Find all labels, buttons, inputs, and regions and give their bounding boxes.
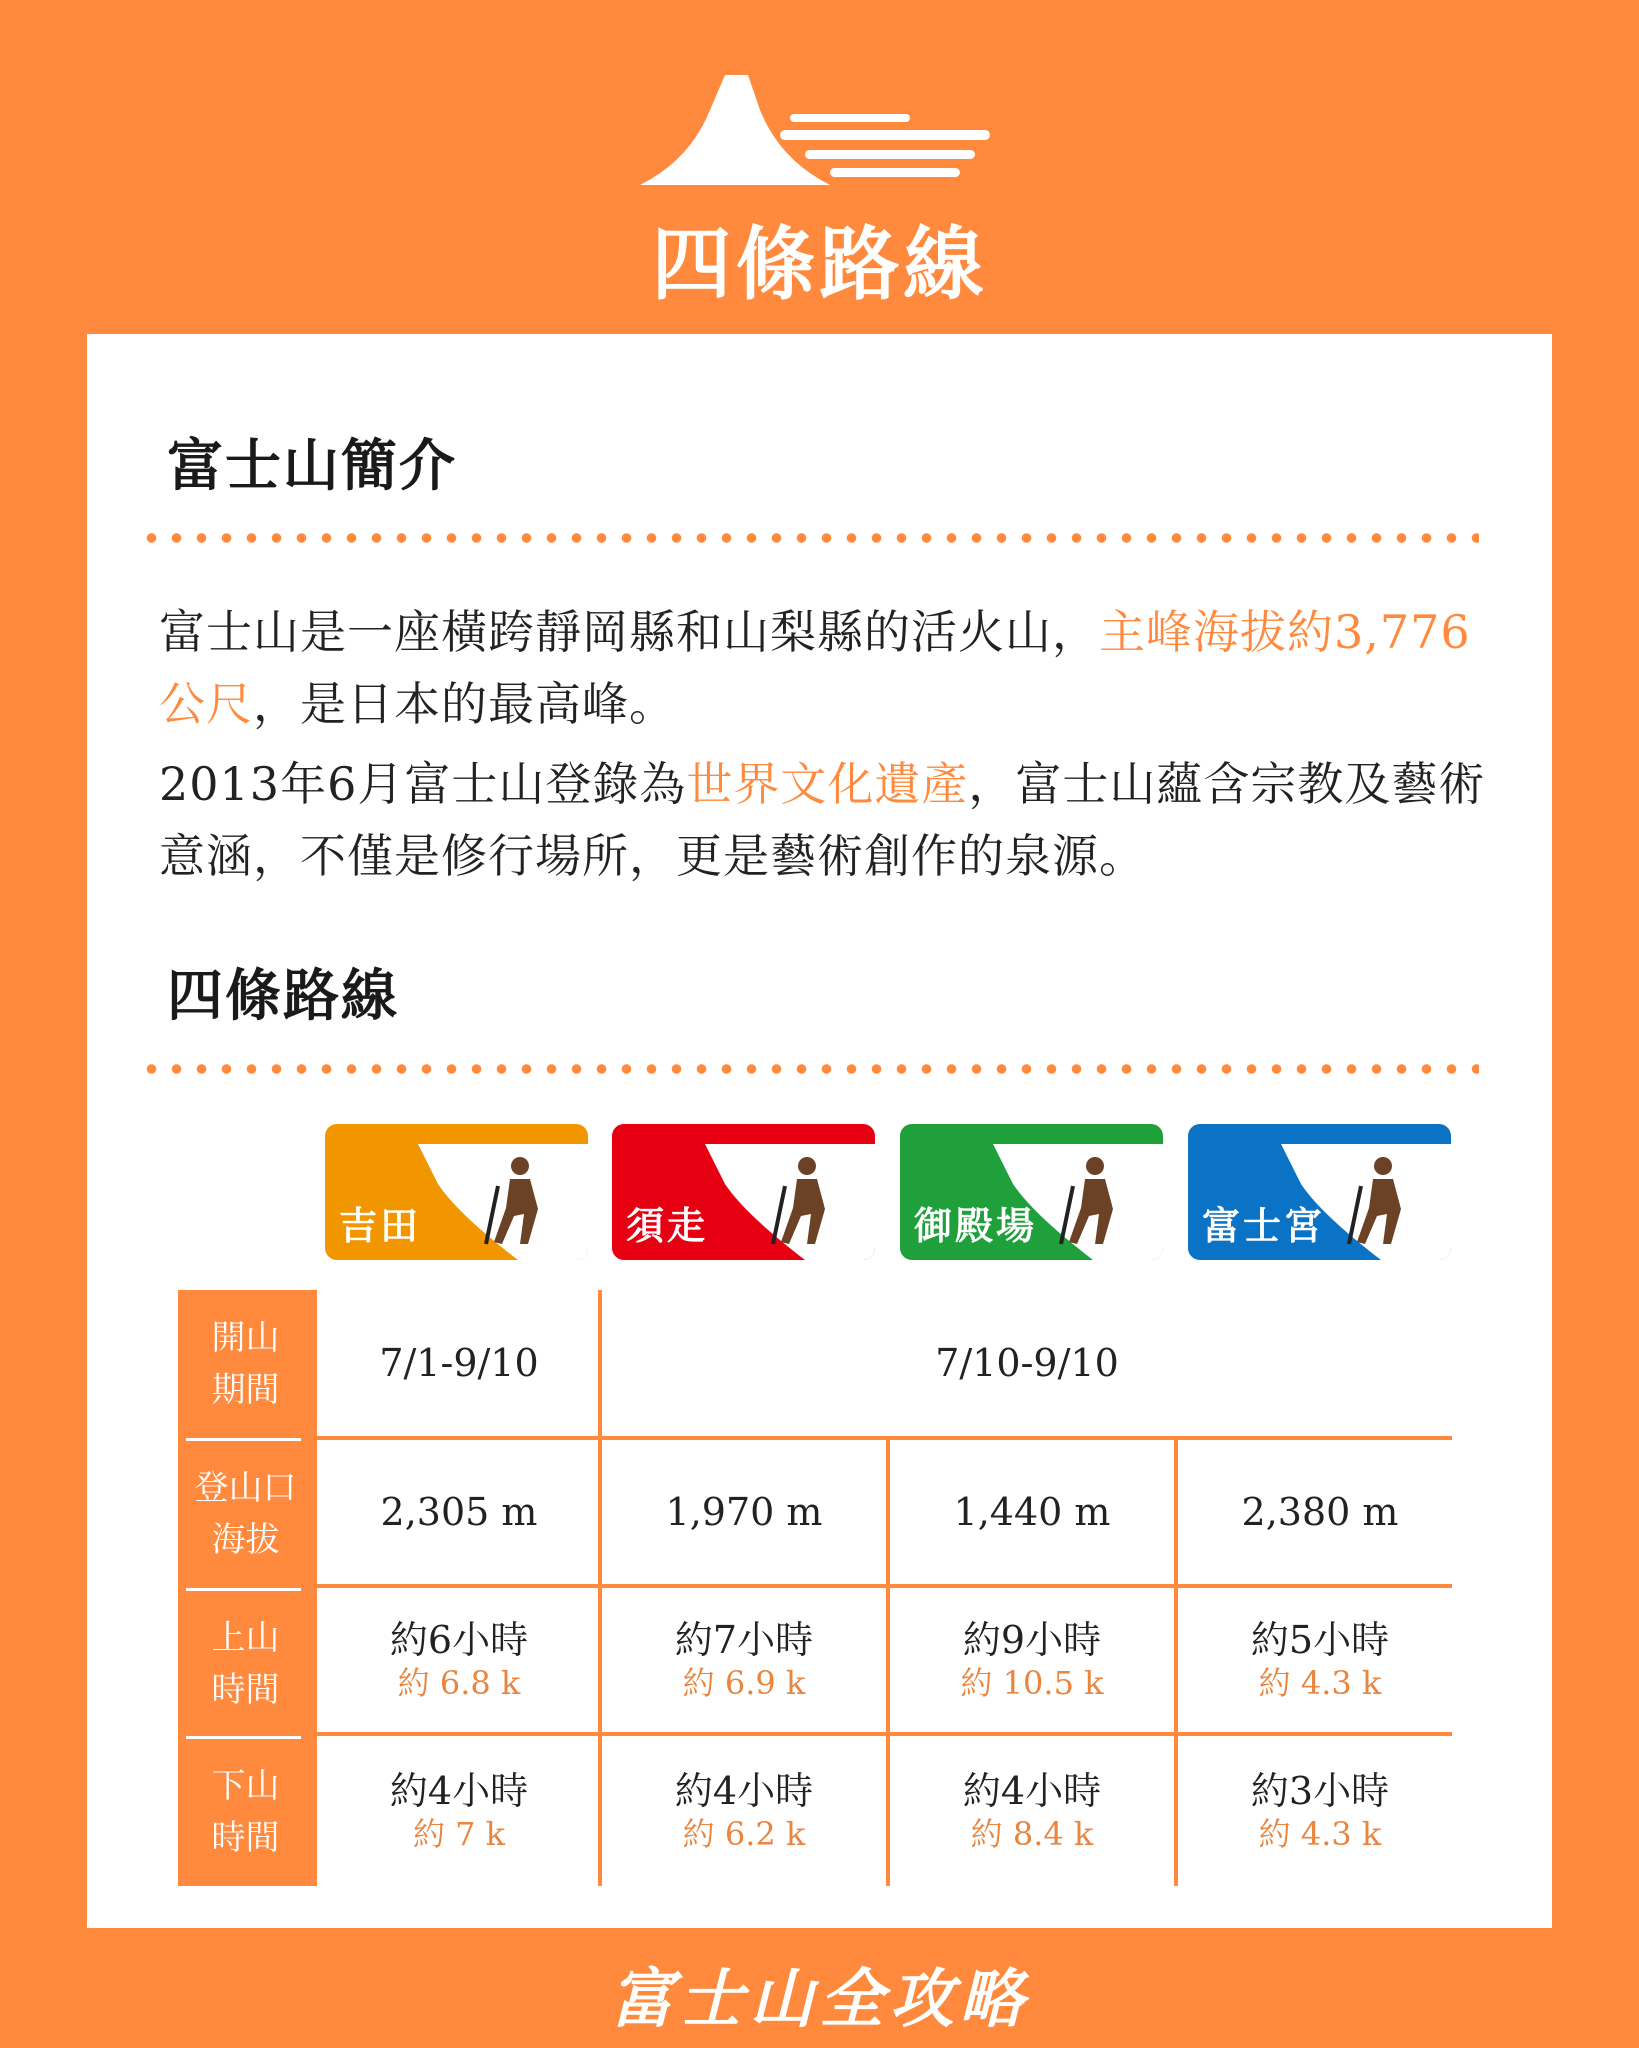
- table-cell: 約4小時 約 8.4 k: [962, 1769, 1102, 1853]
- table-cell: 約7小時 約 6.9 k: [674, 1618, 814, 1702]
- table-row-labels: [178, 1290, 313, 1886]
- table-cell: 1,970 m: [665, 1490, 823, 1534]
- table-cell: 約4小時 約 7 k: [389, 1769, 529, 1853]
- page-title: 四條路線: [651, 218, 988, 311]
- table-cell: 約6小時 約 6.8 k: [389, 1618, 529, 1702]
- hiker-icon: [685, 1124, 875, 1260]
- table-cell: 1,440 m: [953, 1490, 1111, 1534]
- label-descent-time: 下山 時間: [211, 1766, 280, 1858]
- route-name: 御殿場: [914, 1204, 1038, 1248]
- route-card-yoshida: [325, 1124, 588, 1260]
- route-card-gotemba: [900, 1124, 1163, 1260]
- mount-fuji-logo-icon: [630, 70, 1010, 190]
- table-cell: 2,305 m: [380, 1490, 538, 1534]
- route-name: 吉田: [339, 1204, 422, 1248]
- route-card-fujinomiya: [1188, 1124, 1451, 1260]
- table-cell: 約4小時 約 6.2 k: [674, 1769, 814, 1853]
- label-trailhead-altitude: 登山口 海拔: [194, 1468, 297, 1560]
- dotted-divider: [139, 533, 1479, 543]
- route-name: 富士宮: [1202, 1204, 1326, 1248]
- table-cell: 約5小時 約 4.3 k: [1250, 1618, 1390, 1702]
- route-name: 須走: [626, 1204, 709, 1248]
- routes-heading: 四條路線: [167, 964, 399, 1029]
- content-card: [87, 334, 1552, 1928]
- hiker-icon: [398, 1124, 588, 1260]
- intro-highlight-altitude: 主峰海拔約3,776公尺: [159, 605, 1471, 731]
- label-ascent-time: 上山 時間: [211, 1618, 280, 1710]
- label-open-period: 開山 期間: [211, 1318, 280, 1410]
- table-cell: 2,380 m: [1241, 1490, 1399, 1534]
- table-cell: 7/1-9/10: [379, 1341, 539, 1385]
- intro-heading: 富士山簡介: [167, 434, 457, 499]
- table-cell: 7/10-9/10: [935, 1341, 1119, 1385]
- route-card-subashiri: [612, 1124, 875, 1260]
- table-cell: 約9小時 約 10.5 k: [960, 1618, 1104, 1702]
- footer-title: 富士山全攻略: [609, 1963, 1030, 2037]
- intro-text: 富士山是一座橫跨靜岡縣和山梨縣的活火山，主峰海拔約3,776公尺，是日本的最高峰。 2013年6月富士山登錄為世界文化遺產，富士山蘊含宗教及藝術意涵，不僅是修行場所，更是藝術創作的泉源。: [159, 605, 1486, 883]
- table-cell: 約3小時 約 4.3 k: [1250, 1769, 1390, 1853]
- intro-highlight-heritage: 世界文化遺產: [686, 757, 969, 811]
- dotted-divider: [139, 1064, 1479, 1074]
